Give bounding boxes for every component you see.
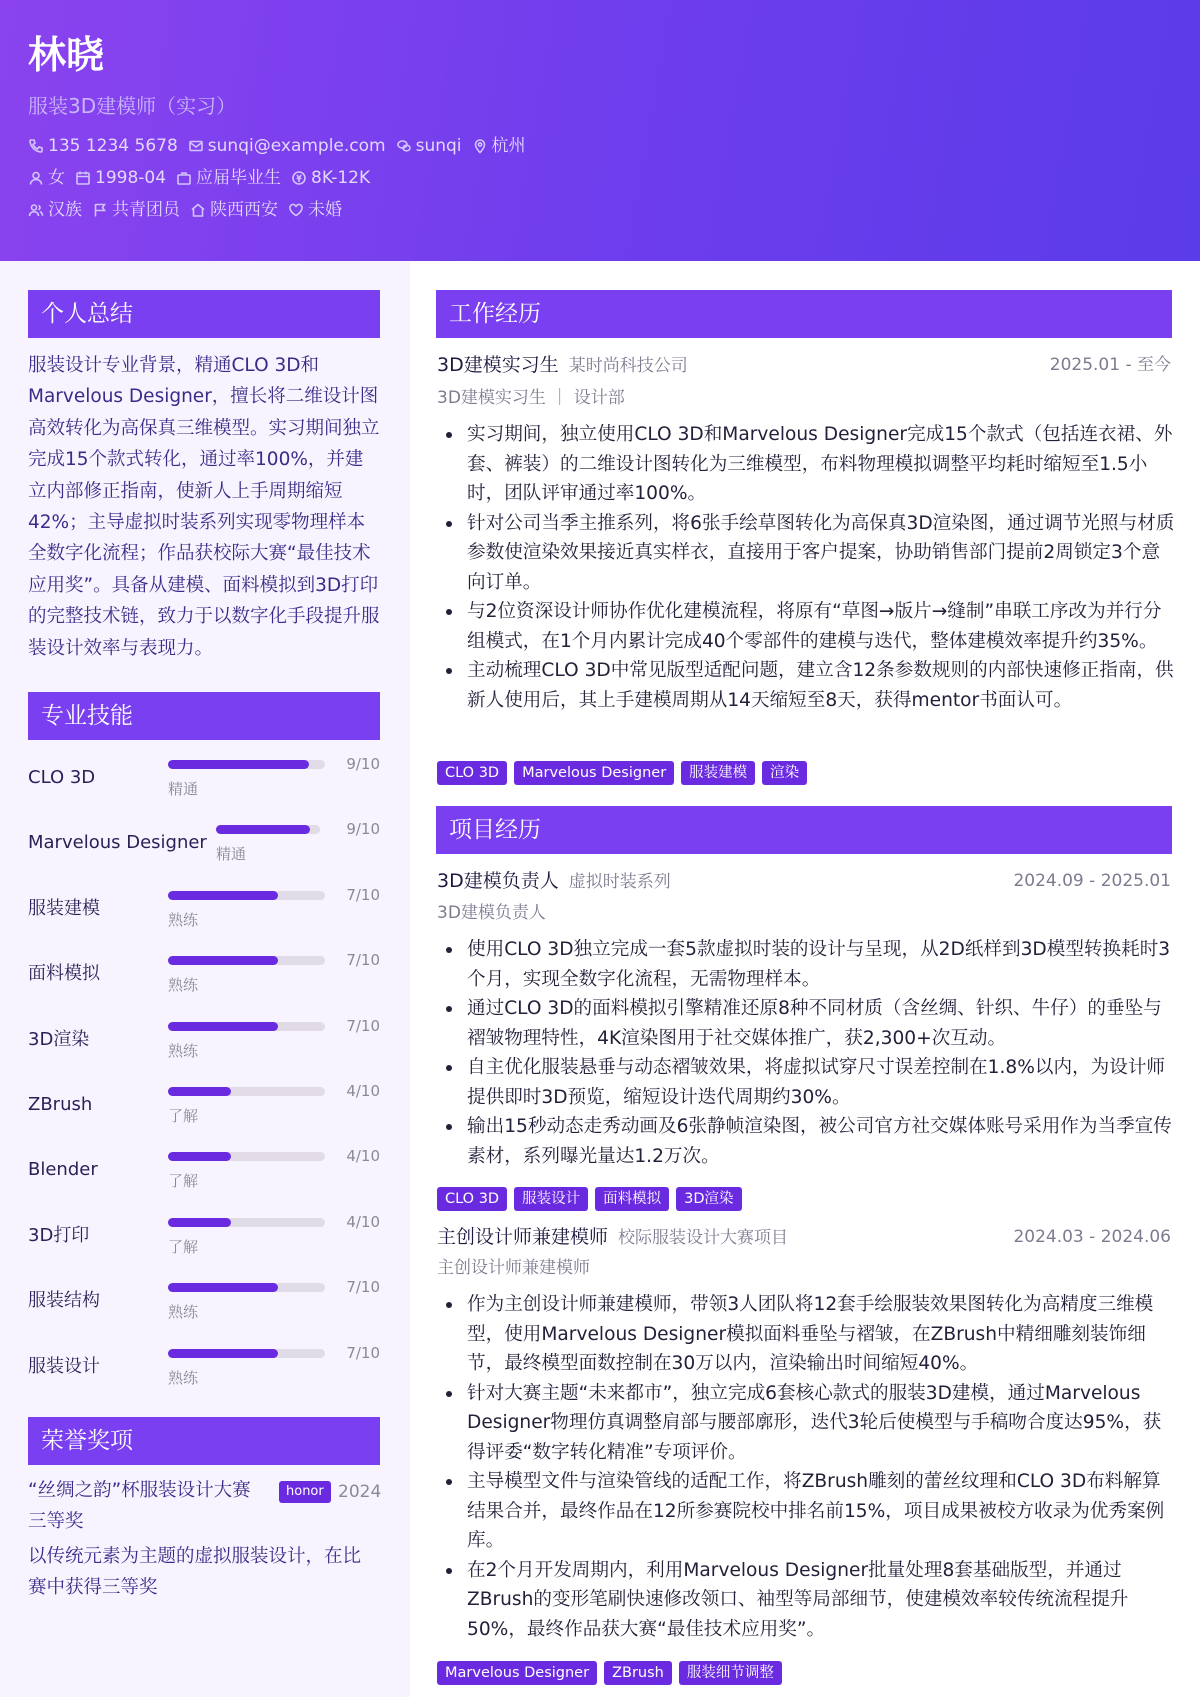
work-date: 2025.01 - 至今 bbox=[1049, 355, 1171, 375]
contact-row bbox=[28, 135, 536, 157]
ethnicity-text: 汉族 bbox=[48, 200, 82, 220]
list-item: 使用CLO 3D独立完成一套5款虚拟时装的设计与呈现，从2D纸样到3D模型转换耗时3个月，实现全数字化流程，无需物理样本。 bbox=[437, 935, 1175, 994]
tag: Marvelous Designer bbox=[514, 761, 674, 785]
skill-name: 服装结构 bbox=[28, 1290, 100, 1312]
heart-icon bbox=[288, 202, 304, 218]
work-heading: 工作经历 bbox=[436, 290, 1172, 338]
skill-bar-fill bbox=[168, 1218, 231, 1227]
tag: 服装设计 bbox=[514, 1187, 588, 1211]
list-item: 针对大赛主题“未来都市”，独立完成6套核心款式的服装3D建模，通过Marvelous Designer物理仿真调整肩部与腰部廓形，迭代3轮后使模型与手稿吻合度达95%，获得评委“数字转化精准”专项评价。 bbox=[437, 1379, 1175, 1468]
skill-bar bbox=[168, 956, 325, 965]
extra-ethnicity bbox=[28, 199, 82, 221]
tag: CLO 3D bbox=[437, 1187, 507, 1211]
award-description: 以传统元素为主题的虚拟服装设计，在比赛中获得三等奖 bbox=[28, 1546, 362, 1598]
calendar-icon bbox=[75, 170, 91, 186]
skill-bar bbox=[168, 1283, 325, 1292]
people-icon bbox=[28, 202, 44, 218]
location-icon bbox=[472, 138, 488, 154]
detail-birth bbox=[75, 167, 166, 189]
skill-bar-fill bbox=[168, 1152, 231, 1161]
work-company: 某时尚科技公司 bbox=[568, 356, 688, 376]
project-2-title bbox=[437, 1224, 788, 1251]
skill-row bbox=[28, 885, 380, 957]
flag-icon bbox=[92, 202, 108, 218]
list-item: 与2位资深设计师协作优化建模流程，将原有“草图→版片→缝制”串联工序改为并行分组模式，在1个月内累计完成40个零部件的建模与迭代，整体建模效率提升约35%。 bbox=[437, 597, 1175, 656]
skill-row bbox=[28, 1147, 380, 1218]
skill-score: 7/10 bbox=[346, 1016, 380, 1035]
skill-bar bbox=[168, 1349, 325, 1358]
extra-hometown bbox=[190, 199, 278, 221]
list-item: 针对公司当季主推系列，将6张手绘草图转化为高保真3D渲染图，通过调节光照与材质参数使渲染效果接近真实样衣，直接用于客户提案，协助销售部门提前2周锁定3个意向订单。 bbox=[437, 509, 1175, 598]
skill-bar bbox=[168, 760, 325, 769]
skill-score: 4/10 bbox=[346, 1082, 380, 1100]
projects-heading: 项目经历 bbox=[436, 806, 1172, 854]
skill-bar bbox=[168, 1152, 325, 1161]
skill-level: 精通 bbox=[168, 780, 199, 798]
project-1-date: 2024.09 - 2025.01 bbox=[1013, 871, 1171, 891]
job-title: 服装3D建模师（实习） bbox=[28, 94, 237, 118]
detail-status bbox=[176, 167, 281, 189]
list-item: 作为主创设计师兼建模师，带领3人团队将12套手绘服装效果图转化为高精度三维模型，使用Marvelous Designer模拟面料垂坠与褶皱，在ZBrush中精细雕刻装饰细节，最终模型面数控制在30万以内，渲染输出时间缩短40%。 bbox=[437, 1290, 1175, 1379]
project-2-bullets bbox=[437, 1290, 1175, 1644]
award-title: “丝绸之韵”杯服装设计大赛三等奖 bbox=[28, 1480, 251, 1532]
skill-name: 服装建模 bbox=[28, 897, 100, 919]
salary-text: 8K-12K bbox=[311, 168, 371, 188]
skill-name: Marvelous Designer bbox=[28, 832, 207, 854]
skill-bar-fill bbox=[216, 825, 310, 834]
skill-name: 服装设计 bbox=[28, 1355, 100, 1377]
phone-icon bbox=[28, 138, 44, 154]
skill-row bbox=[28, 1212, 380, 1284]
details-row bbox=[28, 167, 380, 189]
skill-name: ZBrush bbox=[28, 1094, 93, 1115]
skill-score: 7/10 bbox=[346, 1343, 380, 1362]
tag: 渲染 bbox=[762, 761, 807, 785]
skill-name: 3D打印 bbox=[28, 1224, 90, 1246]
skill-level: 熟练 bbox=[168, 1303, 199, 1322]
skills-heading: 专业技能 bbox=[28, 692, 380, 740]
extra-marital bbox=[288, 199, 342, 221]
money-icon bbox=[291, 170, 307, 186]
skill-level: 了解 bbox=[168, 1237, 199, 1256]
contact-phone bbox=[28, 135, 178, 157]
tag: 3D渲染 bbox=[676, 1187, 741, 1211]
skill-bar bbox=[168, 1087, 325, 1096]
location-text: 杭州 bbox=[491, 136, 526, 156]
birth-text: 1998-04 bbox=[95, 168, 167, 188]
project-2-role: 主创设计师兼建模师 bbox=[437, 1226, 609, 1248]
skill-bar-fill bbox=[168, 1022, 278, 1031]
phone-text: 135 1234 5678 bbox=[48, 136, 178, 156]
project-2-date: 2024.03 - 2024.06 bbox=[1013, 1227, 1171, 1247]
wechat-icon bbox=[396, 138, 412, 154]
list-item: 主动梳理CLO 3D中常见版型适配问题，建立含12条参数规则的内部快速修正指南，供新人使用后，其上手建模周期从14天缩短至8天，获得mentor书面认可。 bbox=[437, 656, 1175, 715]
skill-level: 熟练 bbox=[168, 1041, 199, 1060]
award-year: 2024 bbox=[338, 1482, 382, 1502]
skill-row bbox=[28, 1278, 380, 1349]
summary-text: 服装设计专业背景，精通CLO 3D和Marvelous Designer，擅长将二维设计图高效转化为高保真三维模型。实习期间独立完成15个款式转化，通过率100%，并建立内部修正指南，使新人上手周期缩短42%；主导虚拟时装系列实现零物理样本全数字化流程；作品获校际大赛“最佳技术应用奖”。具备从建模、面料模拟到3D打印的完整技术链，致力于以数字化手段提升服装设计效率与表现力。 bbox=[28, 355, 380, 659]
mail-icon bbox=[188, 138, 204, 154]
skill-name: 3D渲染 bbox=[28, 1028, 90, 1050]
project-1-name: 虚拟时装系列 bbox=[568, 872, 671, 892]
skill-name: Blender bbox=[28, 1159, 98, 1181]
list-item: 通过CLO 3D的面料模拟引擎精准还原8种不同材质（含丝绸、针织、牛仔）的垂坠与褶皱物理特性，4K渲染图用于社交媒体推广，获2,300+次互动。 bbox=[437, 994, 1175, 1053]
skill-name: CLO 3D bbox=[28, 767, 96, 788]
skill-bar-fill bbox=[168, 891, 278, 900]
marital-text: 未婚 bbox=[308, 200, 342, 220]
skill-level: 了解 bbox=[168, 1172, 199, 1191]
detail-salary bbox=[291, 167, 370, 189]
skill-score: 9/10 bbox=[346, 820, 380, 839]
status-text: 应届毕业生 bbox=[196, 168, 282, 188]
candidate-name: 林晓 bbox=[28, 33, 105, 77]
hometown-text: 陕西西安 bbox=[210, 200, 278, 220]
list-item: 主导模型文件与渲染管线的适配工作，将ZBrush雕刻的蕾丝纹理和CLO 3D布料解算结果合并，最终作品在12所参赛院校中排名前15%，项目成果被校方收录为优秀案例库。 bbox=[437, 1467, 1175, 1556]
award-badge: honor bbox=[279, 1481, 331, 1503]
tag: CLO 3D bbox=[437, 761, 507, 785]
work-subtitle: 3D建模实习生 ｜ 设计部 bbox=[437, 388, 625, 408]
skill-score: 9/10 bbox=[346, 755, 380, 773]
work-entry-title bbox=[437, 352, 688, 379]
skill-score: 7/10 bbox=[346, 1278, 380, 1297]
extra-row bbox=[28, 199, 352, 221]
contact-wechat bbox=[396, 135, 462, 157]
skill-name: 面料模拟 bbox=[28, 963, 100, 985]
skill-bar bbox=[168, 1218, 325, 1227]
skill-bar bbox=[168, 891, 325, 900]
project-2-subtitle: 主创设计师兼建模师 bbox=[437, 1258, 590, 1278]
skill-row bbox=[28, 951, 380, 1022]
gender-text: 女 bbox=[48, 168, 65, 188]
skill-bar-fill bbox=[168, 956, 278, 965]
skill-score: 4/10 bbox=[346, 1212, 380, 1231]
detail-gender bbox=[28, 167, 65, 189]
skill-bar bbox=[216, 825, 320, 834]
skill-level: 熟练 bbox=[168, 910, 199, 929]
home-icon bbox=[190, 202, 206, 218]
project-1-role: 3D建模负责人 bbox=[437, 870, 559, 892]
user-icon bbox=[28, 170, 44, 186]
project-1-bullets bbox=[437, 935, 1175, 1171]
project-2-name: 校际服装设计大赛项目 bbox=[618, 1228, 789, 1248]
tag: 服装建模 bbox=[681, 761, 755, 785]
work-bullets bbox=[437, 420, 1175, 715]
summary-heading: 个人总结 bbox=[28, 290, 380, 338]
contact-email bbox=[188, 135, 386, 157]
skill-row bbox=[28, 1016, 380, 1088]
skill-bar-fill bbox=[168, 1283, 278, 1292]
contact-location bbox=[472, 135, 526, 157]
work-role: 3D建模实习生 bbox=[437, 354, 559, 376]
list-item: 实习期间，独立使用CLO 3D和Marvelous Designer完成15个款式（包括连衣裙、外套、裤装）的二维设计图转化为三维模型，布料物理模拟调整平均耗时缩短至1.5小时，团队评审通过率100%。 bbox=[437, 420, 1175, 509]
skill-score: 7/10 bbox=[346, 885, 380, 904]
resume-header bbox=[0, 0, 1200, 261]
project-1-subtitle: 3D建模负责人 bbox=[437, 903, 546, 923]
skill-bar bbox=[168, 1022, 325, 1031]
project-1-title bbox=[437, 868, 671, 895]
skill-row bbox=[28, 820, 380, 891]
tag: 面料模拟 bbox=[595, 1187, 669, 1211]
tag: ZBrush bbox=[604, 1661, 672, 1685]
skill-bar-fill bbox=[168, 1087, 231, 1096]
list-item: 自主优化服装悬垂与动态褶皱效果，将虚拟试穿尺寸误差控制在1.8%以内，为设计师提供即时3D预览，缩短设计迭代周期约30%。 bbox=[437, 1053, 1175, 1112]
project-2-tags bbox=[437, 1661, 789, 1685]
tag: Marvelous Designer bbox=[437, 1661, 597, 1685]
skill-level: 精通 bbox=[216, 845, 247, 864]
skill-bar-fill bbox=[168, 760, 309, 769]
project-1-tags bbox=[437, 1187, 749, 1211]
skill-level: 熟练 bbox=[168, 1368, 199, 1387]
political-text: 共青团员 bbox=[112, 200, 180, 220]
list-item: 输出15秒动态走秀动画及6张静帧渲染图，被公司官方社交媒体账号采用作为当季宣传素材，系列曝光量达1.2万次。 bbox=[437, 1112, 1175, 1171]
wechat-text: sunqi bbox=[415, 136, 462, 156]
extra-political bbox=[92, 199, 180, 221]
briefcase-icon bbox=[176, 170, 192, 186]
skill-bar-fill bbox=[168, 1349, 278, 1358]
list-item: 在2个月开发周期内，利用Marvelous Designer批量处理8套基础版型，并通过ZBrush的变形笔刷快速修改领口、袖型等局部细节，使建模效率较传统流程提升50%，最终作品获大赛“最佳技术应用奖”。 bbox=[437, 1556, 1175, 1645]
email-text: sunqi@example.com bbox=[207, 136, 386, 156]
skill-score: 4/10 bbox=[346, 1147, 380, 1166]
skill-level: 了解 bbox=[168, 1107, 199, 1125]
skill-row bbox=[28, 755, 380, 826]
skill-row bbox=[28, 1082, 380, 1153]
skill-row bbox=[28, 1343, 380, 1415]
awards-heading: 荣誉奖项 bbox=[28, 1417, 380, 1465]
skill-level: 熟练 bbox=[168, 976, 199, 995]
tag: 服装细节调整 bbox=[679, 1661, 782, 1685]
work-tags bbox=[437, 761, 814, 785]
skill-score: 7/10 bbox=[346, 951, 380, 970]
